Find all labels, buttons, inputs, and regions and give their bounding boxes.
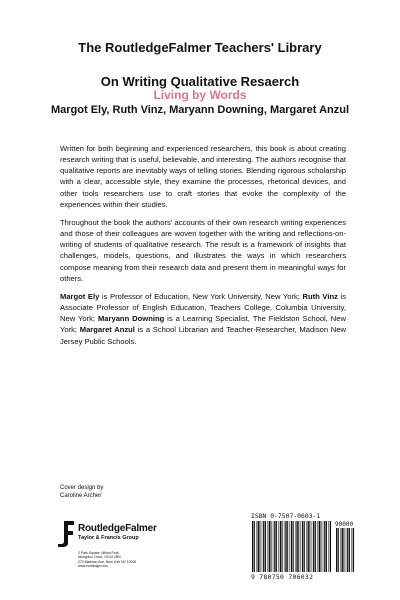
barcode-digits: 9 780750 706032	[251, 573, 314, 581]
address-line: 2 Park Square, Milton Park,	[78, 551, 120, 555]
address-line: 270 Madison Ave, New York NY 10016	[78, 559, 137, 564]
cover-credit-label: Cover design by	[60, 485, 104, 491]
bio-text: is Professor of Education, New York University, New York;	[99, 291, 303, 301]
bio-text: is Associate Professor of English Education, Teachers College, Columbia University, New York;	[60, 291, 346, 324]
barcode-icon	[251, 521, 331, 572]
bio-name: Ruth Vinz	[302, 291, 338, 301]
isbn-label: ISBN 0-7507-0603-1	[251, 512, 321, 520]
description-paragraph: Written for both beginning and experienced researchers, this book is about creating research writing that is useful, believable, and interesting. The authors recognise that qualitative reports are inevitably ways of telling stories. Blending rigorous scholarship with a clear, accessible style, they examine the processes, rhetorical devices, and other tools researchers use to craft stories that evoke the complexity of the experiences within their studies.	[60, 144, 346, 209]
address-line: Abingdon, Oxon, OX14 4RN	[78, 555, 121, 560]
address-line: www.routledge.com	[78, 564, 108, 569]
routledgefalmer-logo-icon	[58, 521, 74, 547]
book-subtitle: Living by Words	[153, 88, 247, 102]
blurb	[60, 143, 346, 354]
cover-credit-designer: Caroline Archer	[60, 493, 102, 500]
barcode-addon-icon	[335, 528, 355, 572]
book-title: On Writing Qualitative Resaerch	[100, 74, 300, 89]
description-paragraph: Throughout the book the authors' accounts of their own research writing experiences and those of their colleagues are woven together with the writing and reflections-on-writing of students of qualitative research. The result is a framework of insights that challenges, models, questions, and illustrates the ways in which researchers compose meaning from their research data and present them in meaningful ways for others.	[60, 217, 346, 283]
bio-text: is a Learning Specialist, The Fieldston School, New York;	[60, 314, 346, 335]
publisher-address	[78, 551, 168, 569]
publisher-name: RoutledgeFalmer	[78, 523, 157, 534]
isbn-addon: 90000	[335, 521, 354, 528]
bio-text: is a School Librarian and Teacher-Researcher, Madison New Jersey Public Schools.	[60, 325, 346, 346]
series-title: The RoutledgeFalmer Teachers' Library	[78, 40, 322, 55]
authors-line: Margot Ely, Ruth Vinz, Maryann Downing, Margaret Anzul	[50, 104, 350, 116]
bio-name: Margot Ely	[60, 291, 100, 301]
bio-name: Maryann Downing	[97, 314, 165, 324]
bio-name: Margaret Anzul	[79, 325, 135, 335]
author-bios	[60, 291, 346, 347]
publisher-group: Taylor & Francis Group	[78, 535, 139, 541]
cover-credit	[60, 484, 103, 500]
